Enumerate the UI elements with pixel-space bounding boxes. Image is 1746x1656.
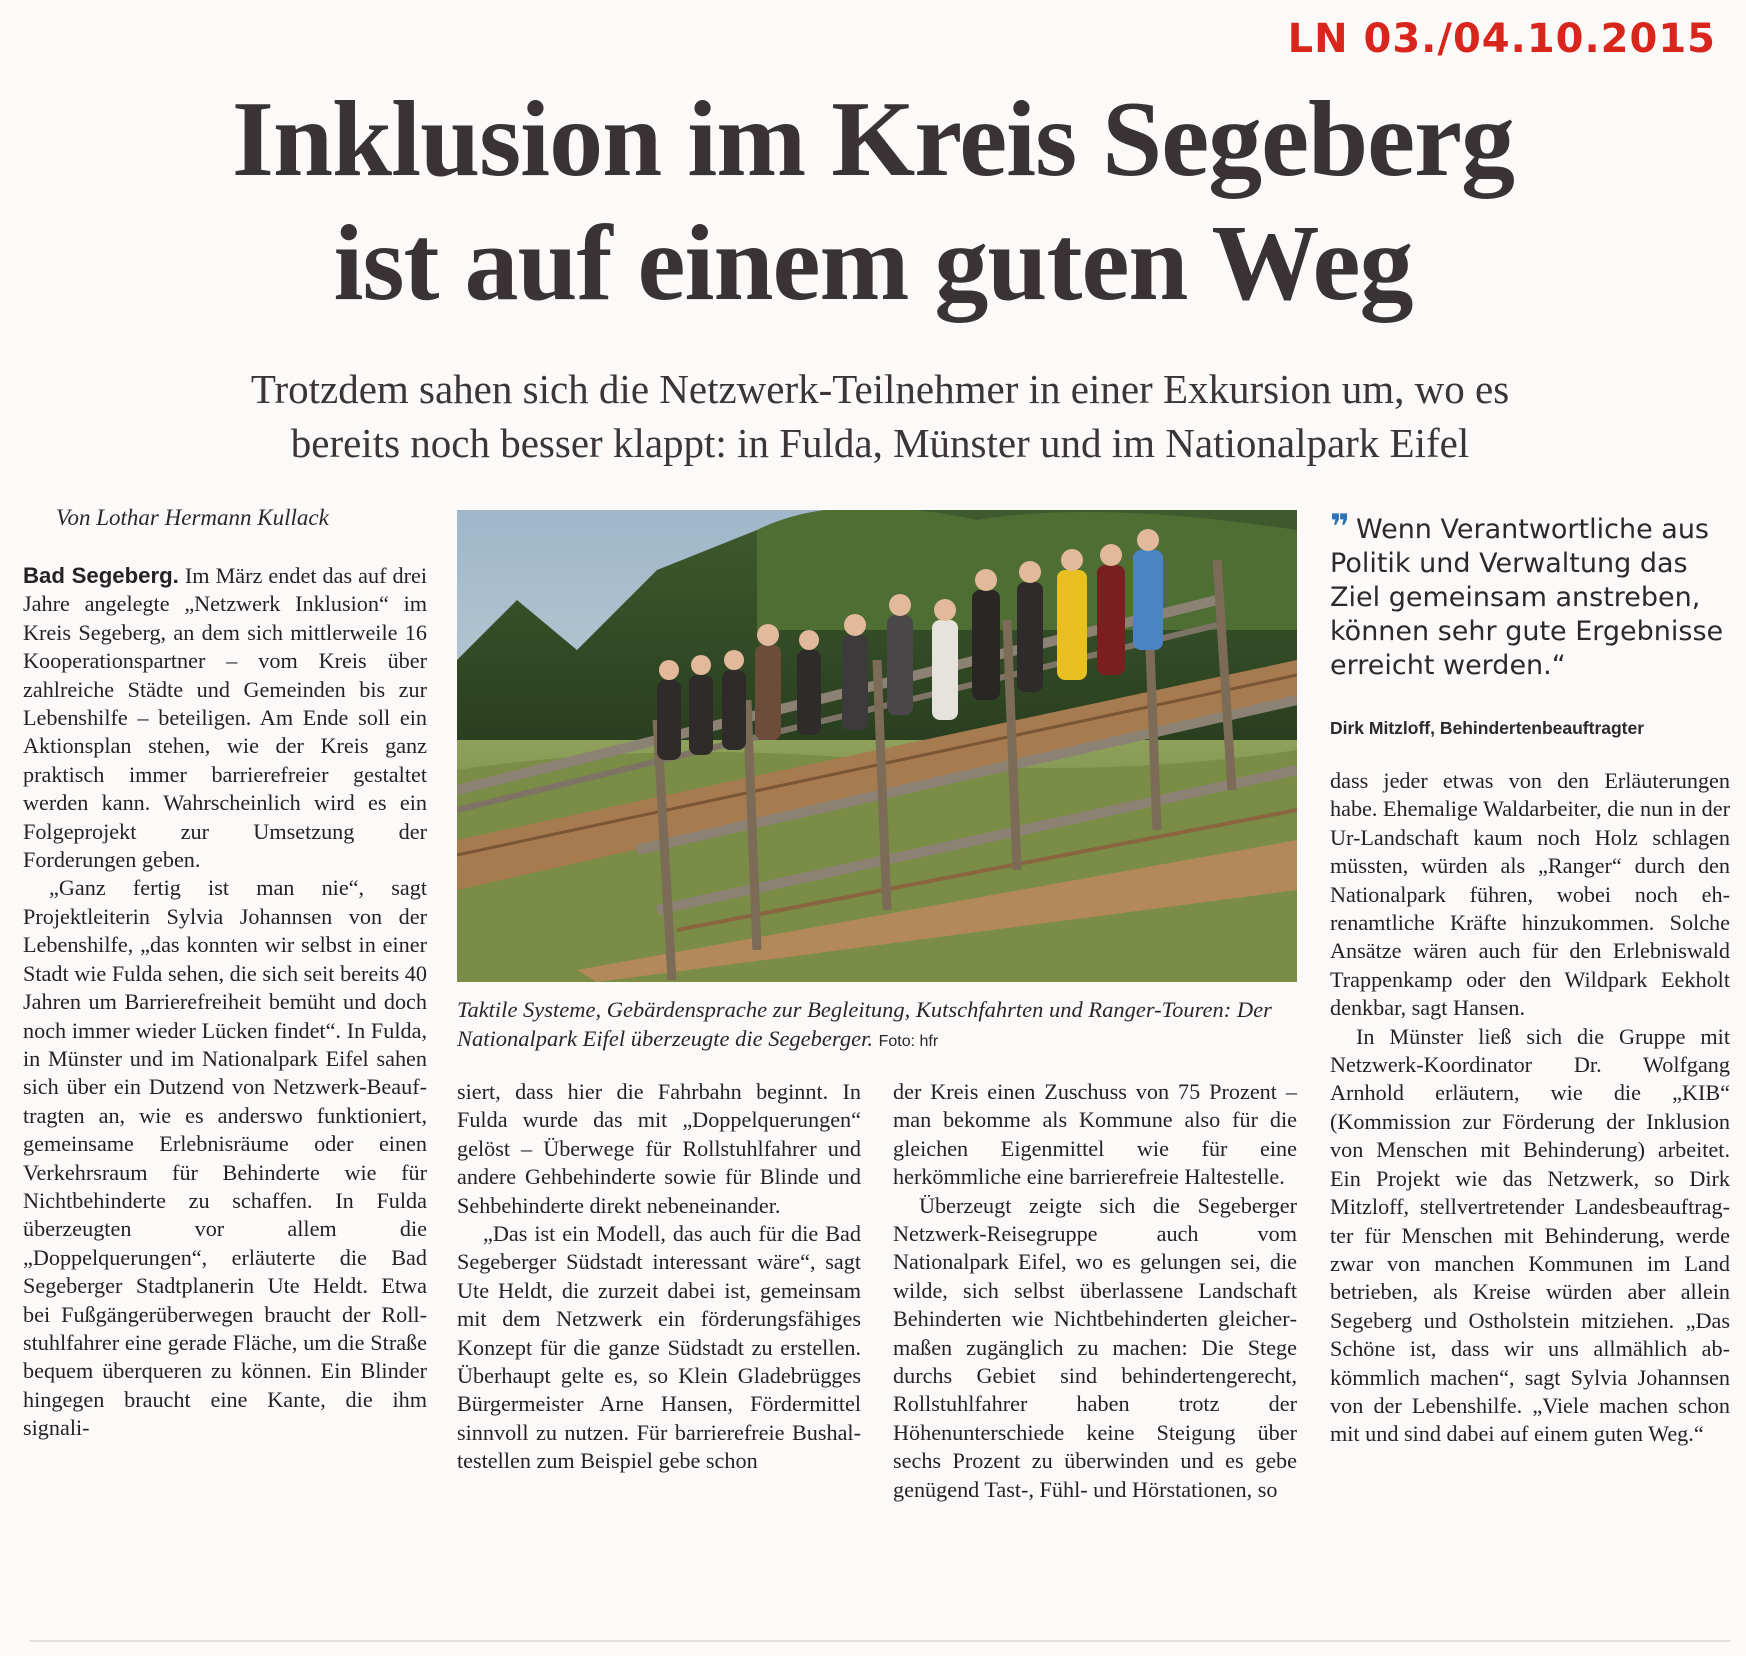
date-stamp: LN 03./04.10.2015 [1287, 16, 1716, 62]
headline-line-2: ist auf einem guten Weg [333, 204, 1413, 323]
byline: Von Lothar Hermann Kullack [56, 505, 329, 530]
paragraph: Im März endet das auf drei Jahre angelegte „Netzwerk Inklusion“ im Kreis Segeberg, an dem sich mittlerweile 16 Kooperationspartner – vom Kreis über zahlreiche Städte und Gemeinden bis zur Lebenshilfe – beteiligen. Am Ende soll ein Aktionsplan stehen, wie der Kreis ganz praktisch immer barrierefreier gestaltet werden kann. Wahrscheinlich wird es ein Folgeprojekt zur Umsetzung der Forderungen geben. [23, 563, 427, 873]
article-column-4 [1330, 767, 1730, 1449]
headline [0, 78, 1746, 326]
paragraph: „Das ist ein Modell, das auch für die Bad Segeberger Südstadt interessant wäre“, sagt Ute Heldt, die zurzeit dabei ist, gemeinsam mit dem Netzwerk ein förderungsfähiges Konzept für die ganze Südstadt zu erstellen. Überhaupt gelte es, so Klein Gladebrügges Bürgermeister Arne Hansen, Fördermittel sinnvoll zu nutzen. Für barrierefreie Bushaltestellen zum Beispiel gebe schon [457, 1221, 861, 1474]
quote-mark-icon: ❞ [1330, 507, 1350, 547]
article-column-3 [893, 1078, 1297, 1504]
headline-line-1: Inklusion im Kreis Segeberg [231, 80, 1515, 199]
paragraph: der Kreis einen Zuschuss von 75 Prozent – man bekomme als Kommune also für die gleichen Eigenmittel wie für eine herkömmliche eine barrierefreie Haltestelle. [893, 1079, 1297, 1190]
paragraph: siert, dass hier die Fahrbahn beginnt. In Fulda wurde das mit „Doppelquerungen“ gelöst – Überwege für Rollstuhlfahrer und andere Gehbehinderte sowie für Blinde und Sehbehinderte direkt nebeneinander. [457, 1079, 861, 1218]
dateline: Bad Segeberg. [23, 563, 179, 588]
photo-credit: Foto: hfr [878, 1033, 939, 1050]
subheadline-line-2: bereits noch besser klappt: in Fulda, Münster und im Nationalpark Eifel [290, 420, 1470, 466]
article-column-2 [457, 1078, 861, 1476]
subheadline [150, 362, 1610, 470]
pull-quote [1330, 507, 1730, 683]
pull-quote-text: Wenn Verantwortliche aus Politik und Verwaltung das Ziel gemeinsam anstreben, können sehr gute Ergebnisse erreicht werden.“ [1330, 514, 1724, 681]
paragraph: Überzeugt zeigte sich die Segeberger Netzwerk-Reisegruppe auch vom Nationalpark Eifel, wo es gelungen sei, die wilde, sich selbst überlassene Landschaft Behinderten wie Nichtbehinderten gleichermaßen zugänglich zu machen: Die Stege durchs Gebiet sind behindertengerecht, Rollstuhlfahrer haben trotz der Höhenunterschiede keine Steigung über sechs Prozent zu überwinden und es gebe genügend Tast-, Fühl- und Hörstationen, so [893, 1192, 1297, 1502]
pull-quote-author: Dirk Mitzloff, Behindertenbeauftragter [1330, 718, 1645, 738]
paragraph: „Ganz fertig ist man nie“, sagt Projektleiterin Sylvia Johannsen von der Lebenshilfe, „das konnten wir selbst in einer Stadt wie Fulda sehen, die sich seit bereits 40 Jahren um Barrierefreiheit bemüht und doch noch immer wieder Lücken findet“. In Fulda, in Münster und im Nationalpark Eifel sahen sich über ein Dutzend von Netzwerk-Beauftragten an, wie es anderswo funktioniert, gemeinsame Erlebnisräume oder einen Verkehrsraum für Behinderte wie für Nichtbehinderte zu schaffen. In Fulda überzeugten vor allem die „Doppelquerungen“, erläuterte die Bad Segeberger Stadtplanerin Ute Heldt. Etwa bei Fußgängerüberwegen braucht der Rollstuhlfahrer eine gerade Fläche, um die Straße bequem überqueren zu können. Ein Blinder hingegen braucht eine Kante, die ihm signali- [23, 875, 427, 1441]
paragraph: dass jeder etwas von den Erläuterungen habe. Ehemalige Waldarbeiter, die nun in der Ur-Landschaft kaum noch Holz schlagen müssten, würden als „Ranger“ durch den Nationalpark führen, wobei noch ehrenamtliche Kräfte hinzukommen. Solche Ansätze wären auch für den Erlebniswald Trappenkamp oder den Wildpark Eekholt denkbar, sagt Hansen. [1330, 768, 1730, 1021]
subheadline-line-1: Trotzdem sahen sich die Netzwerk-Teilnehmer in einer Exkursion um, wo es [250, 366, 1510, 412]
photo-group-on-wooden-walkway [457, 510, 1297, 982]
article-column-1 [23, 562, 427, 1443]
caption-text: Taktile Systeme, Gebärdensprache zur Begleitung, Kutschfahrten und Ranger-Touren: Der Nationalpark Eifel überzeugte die Segeberger. [457, 997, 1272, 1051]
bottom-rule [30, 1640, 1730, 1642]
paragraph: In Münster ließ sich die Gruppe mit Netzwerk-Koordinator Dr. Wolfgang Arnhold erläutern, wie die „KIB“ (Kommission zur Förderung der Inklusion von Menschen mit Behinderung) arbeitet. Ein Projekt wie das Netzwerk, so Dirk Mitzloff, stellvertretender Landesbeauftragter für Menschen mit Behinderung, werde zwar von manchen Kommunen im Land betrieben, als Kreise würden aber allein Segeberg und Ostholstein mitziehen. „Das Schöne ist, dass wir uns allmählich abkömmlich machen“, sagt Sylvia Johannsen von der Lebenshilfe. „Viele machen schon mit und sind dabei auf einem guten Weg.“ [1330, 1023, 1730, 1447]
photo-caption [457, 995, 1317, 1056]
